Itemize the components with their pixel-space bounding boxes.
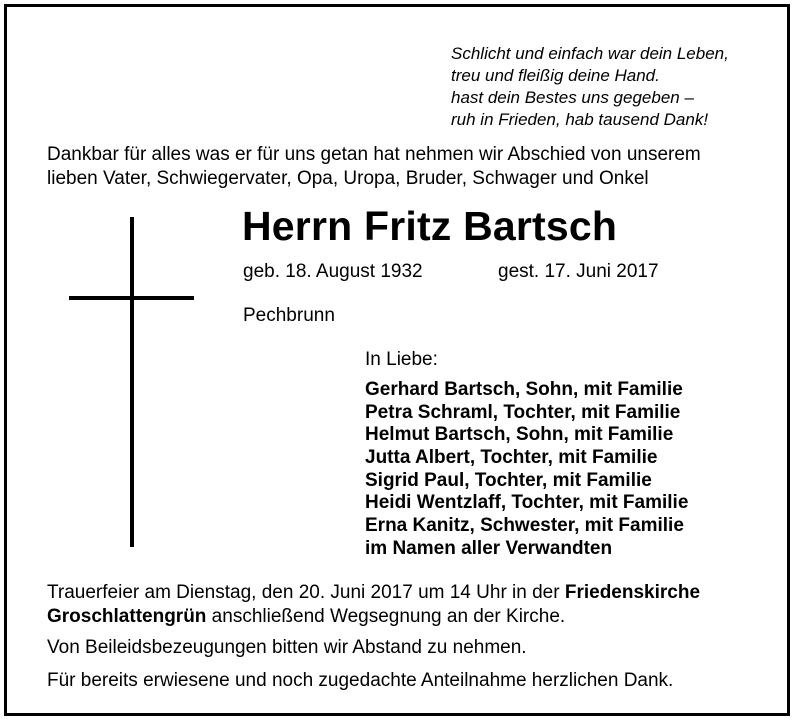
deceased-name: Herrn Fritz Bartsch <box>242 203 618 249</box>
mourner-item: Gerhard Bartsch, Sohn, mit Familie <box>365 379 683 400</box>
mourner-item: im Namen aller Verwandten <box>365 537 613 559</box>
mourner-item: Erna Kanitz, Schwester, mit Familie <box>365 515 684 537</box>
mourner-item: Jutta Albert, Tochter, mit Familie <box>365 447 658 469</box>
death-date: gest. 17. Juni 2017 <box>498 261 659 282</box>
funeral-line <box>47 605 700 629</box>
intro-text <box>47 143 767 191</box>
obituary-card <box>4 4 790 716</box>
mourner-item: Heidi Wentzlaff, Tochter, mit Familie <box>365 492 689 514</box>
condolences-note: Von Beileidsbezeugungen bitten wir Abstand zu nehmen. <box>47 637 527 658</box>
funeral-line <box>47 581 700 605</box>
poem-line: hast dein Bestes uns gegeben – <box>451 88 694 107</box>
funeral-info <box>47 581 700 629</box>
cross-horizontal-bar <box>69 296 194 300</box>
mourner-item: Helmut Bartsch, Sohn, mit Familie <box>365 424 674 446</box>
cross-vertical-bar <box>130 217 134 547</box>
funeral-text-continued: anschließend Wegsegnung an der Kirche. <box>206 606 566 627</box>
church-name: Friedenskirche <box>564 582 701 603</box>
mourners-heading: In Liebe: <box>365 349 438 370</box>
mourner-item: Sigrid Paul, Tochter, mit Familie <box>365 469 652 491</box>
poem-line: ruh in Frieden, hab tausend Dank! <box>451 110 709 129</box>
funeral-text: Trauerfeier am Dienstag, den 20. Juni 2017 um 14 Uhr in der <box>47 582 565 603</box>
intro-line: lieben Vater, Schwiegervater, Opa, Uropa, Bruder, Schwager und Onkel <box>47 168 649 189</box>
thanks-note: Für bereits erwiesene und noch zugedachte Anteilnahme herzlichen Dank. <box>47 670 674 691</box>
poem <box>451 43 729 131</box>
mourners-list <box>365 379 688 561</box>
poem-line: treu und fleißig deine Hand. <box>451 66 660 85</box>
intro-line: Dankbar für alles was er für uns getan hat nehmen wir Abschied von unserem <box>47 144 701 165</box>
mourner-item: Petra Schraml, Tochter, mit Familie <box>365 401 681 423</box>
church-location: Groschlattengrün <box>47 606 207 627</box>
residence: Pechbrunn <box>243 305 335 326</box>
poem-line: Schlicht und einfach war dein Leben, <box>451 44 729 63</box>
birth-date: geb. 18. August 1932 <box>243 261 423 282</box>
